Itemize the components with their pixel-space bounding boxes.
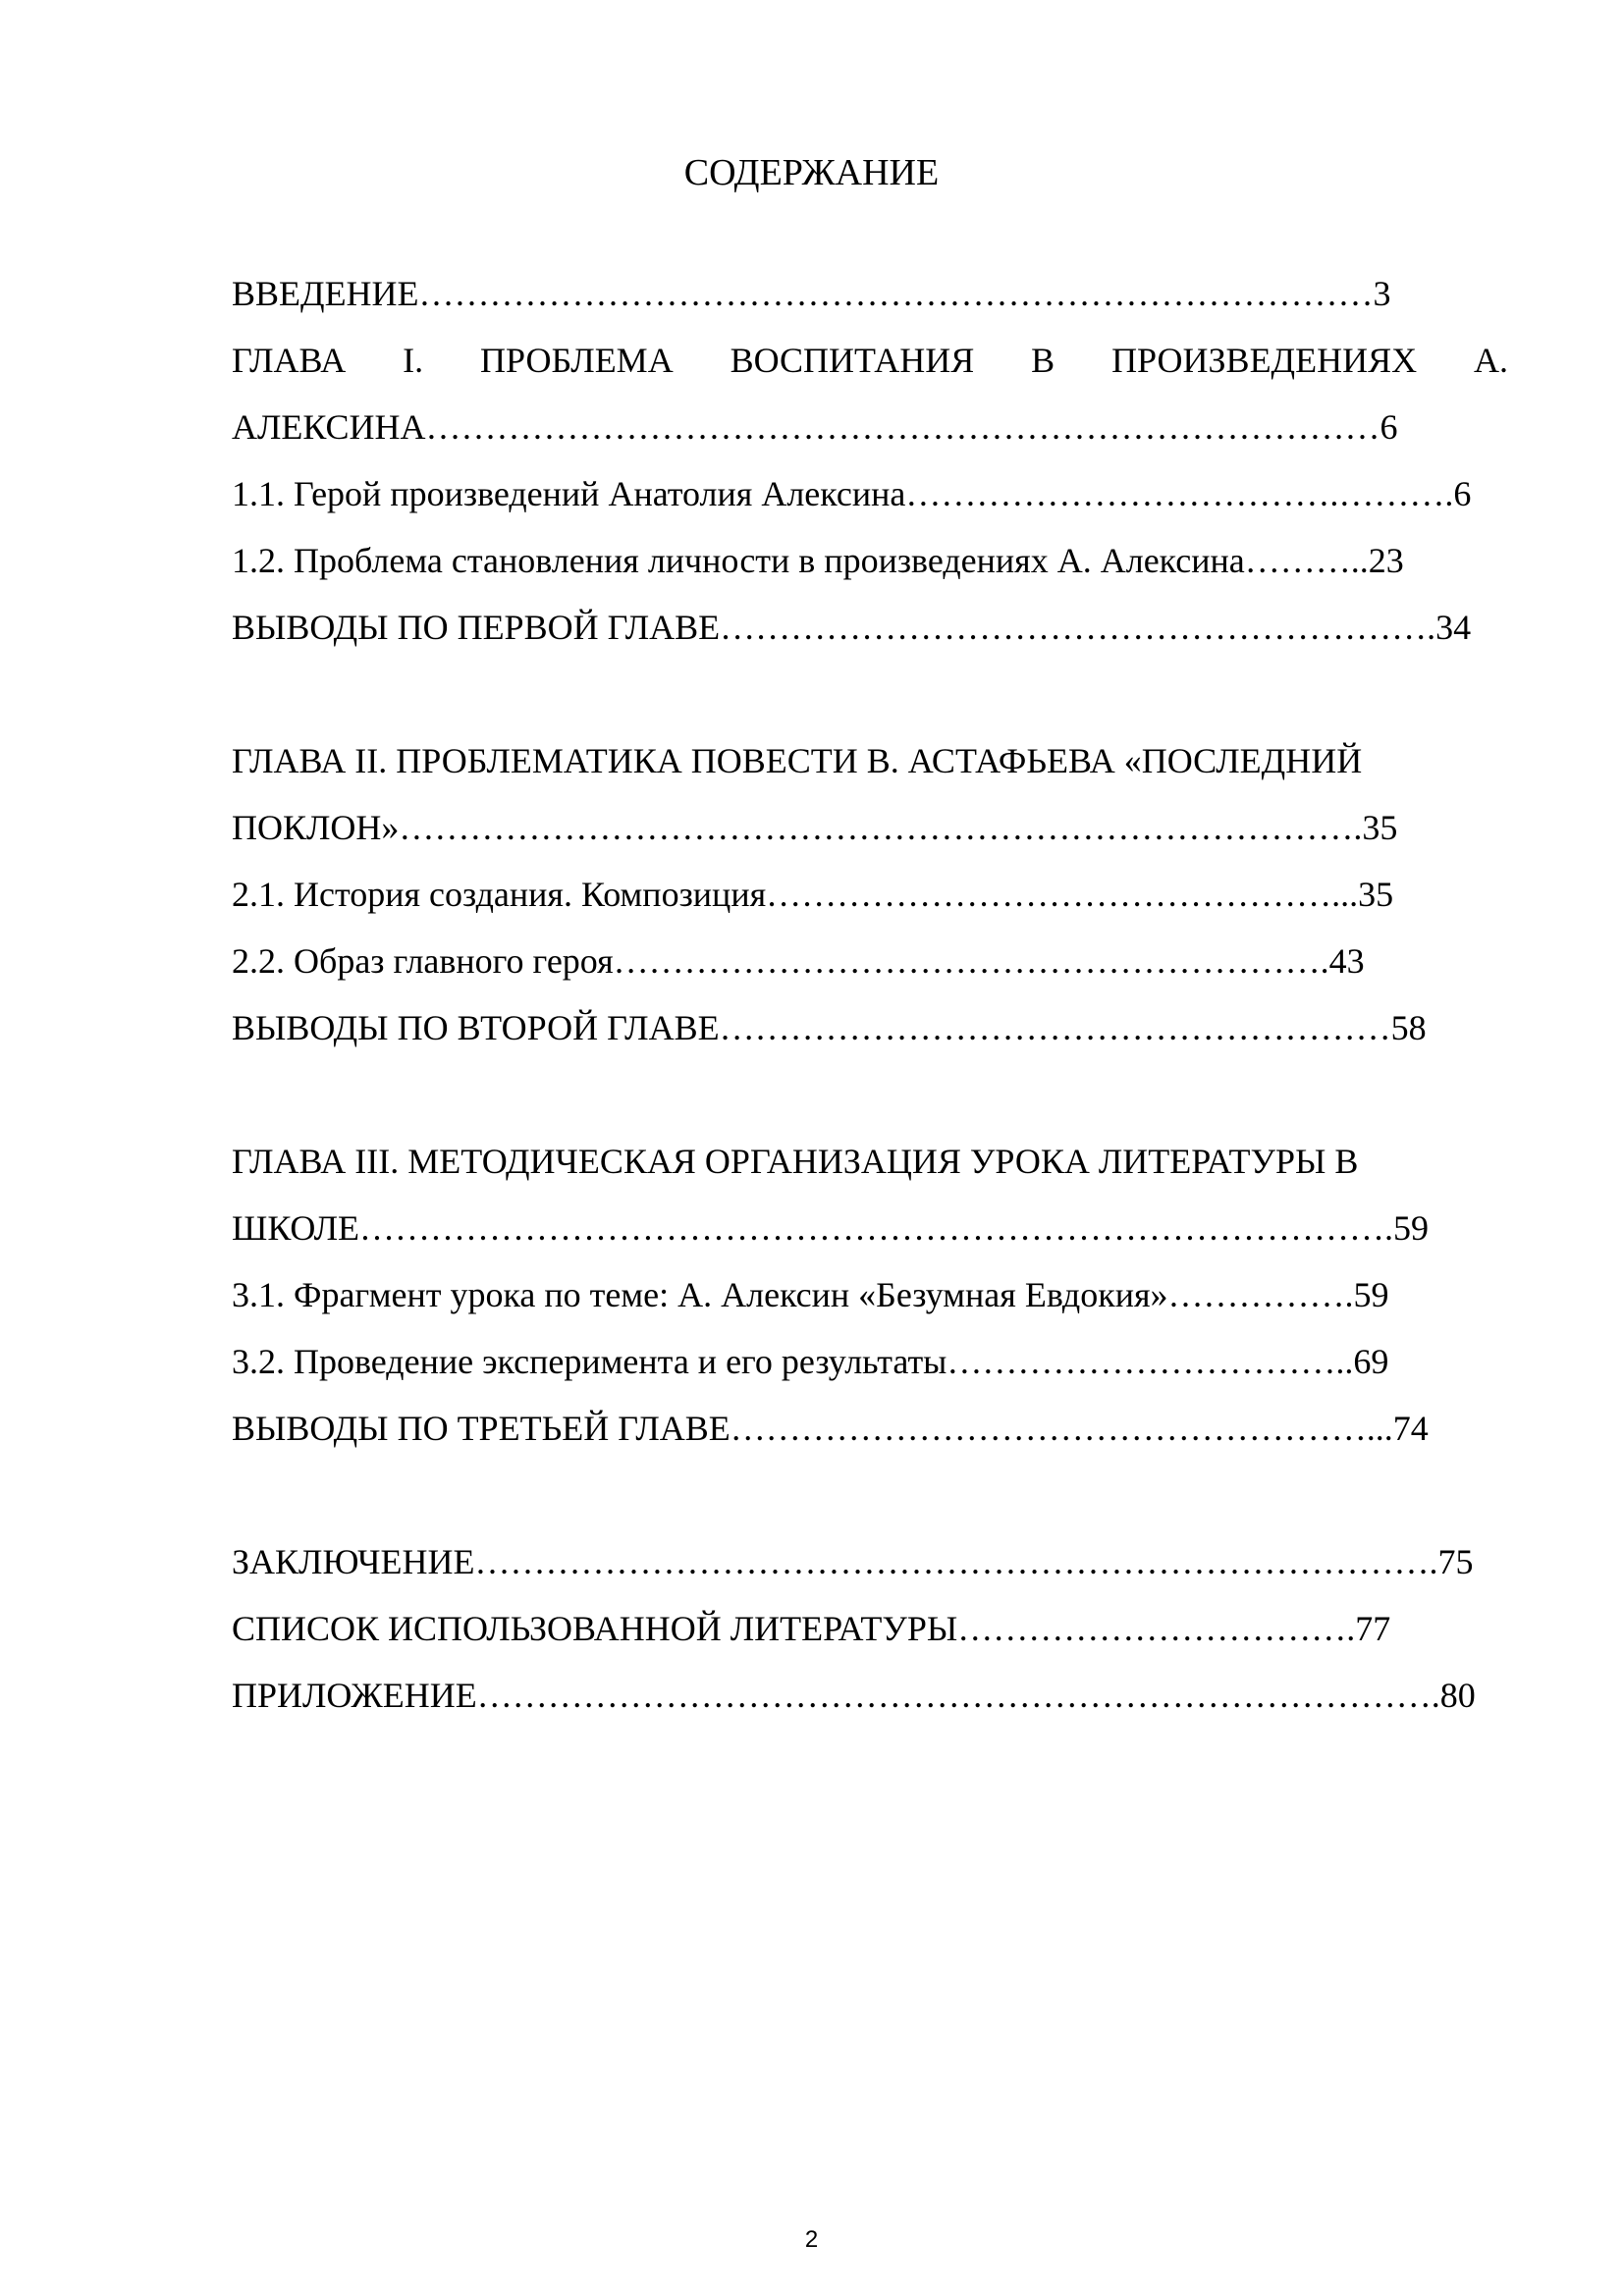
toc-appendix: ПРИЛОЖЕНИЕ……………………………………………………………………….80 — [232, 1676, 1476, 1715]
toc-section-3-2: 3.2. Проведение эксперимента и его результаты……………………………..69 — [232, 1342, 1389, 1381]
toc-conclusions-2: ВЫВОДЫ ПО ВТОРОЙ ГЛАВЕ…………………………………………………58 — [232, 1008, 1427, 1047]
toc-chapter-3-title: ГЛАВА III. МЕТОДИЧЕСКАЯ ОРГАНИЗАЦИЯ УРОКА ЛИТЕРАТУРЫ В — [232, 1142, 1359, 1181]
toc-word: ГЛАВА — [232, 341, 347, 380]
toc-word: ПРОБЛЕМА — [480, 341, 674, 380]
toc-word: ПРОИЗВЕДЕНИЯХ — [1111, 341, 1418, 380]
toc-word: А. — [1474, 341, 1508, 380]
toc-chapter-1-title-cont: АЛЕКСИНА………………………………………………………………………6 — [232, 407, 1398, 447]
toc-conclusions-1: ВЫВОДЫ ПО ПЕРВОЙ ГЛАВЕ…………………………………………………….34 — [232, 608, 1472, 647]
toc-section-2-2: 2.2. Образ главного героя…………………………………………………….43 — [232, 941, 1365, 981]
toc-literature: СПИСОК ИСПОЛЬЗОВАННОЙ ЛИТЕРАТУРЫ…………………………….77 — [232, 1609, 1391, 1648]
toc-word: I. — [403, 341, 424, 380]
page-number: 2 — [804, 2226, 819, 2253]
toc-section-2-1: 2.1. История создания. Композиция…………………………………………...35 — [232, 875, 1394, 914]
toc-section-1-1: 1.1. Герой произведений Анатолия Алексина……………………………….……….6 — [232, 474, 1472, 513]
toc-word: ВОСПИТАНИЯ — [730, 341, 975, 380]
toc-conclusion: ЗАКЛЮЧЕНИЕ……………………………………………………………………….75 — [232, 1542, 1474, 1581]
toc-conclusions-3: ВЫВОДЫ ПО ТРЕТЬЕЙ ГЛАВЕ………………………………………………...74 — [232, 1409, 1429, 1448]
toc-section-3-1: 3.1. Фрагмент урока по теме: А. Алексин «Безумная Евдокия»…………….59 — [232, 1275, 1389, 1314]
toc-section-1-2: 1.2. Проблема становления личности в произведениях А. Алексина………..23 — [232, 541, 1404, 580]
toc-chapter-2-title: ГЛАВА II. ПРОБЛЕМАТИКА ПОВЕСТИ В. АСТАФЬЕВА «ПОСЛЕДНИЙ — [232, 741, 1363, 780]
table-of-contents — [232, 260, 1508, 1729]
toc-chapter-1-title — [232, 327, 1508, 394]
toc-chapter-2-title-cont: ПОКЛОН»……………………………………………………………………….35 — [232, 808, 1398, 847]
toc-intro: ВВЕДЕНИЕ………………………………………………………………………3 — [232, 274, 1391, 313]
toc-chapter-3-title-cont: ШКОЛЕ…………………………………………………………………………….59 — [232, 1208, 1430, 1248]
page-title: СОДЕРЖАНИЕ — [683, 152, 940, 193]
toc-word: В — [1031, 341, 1055, 380]
